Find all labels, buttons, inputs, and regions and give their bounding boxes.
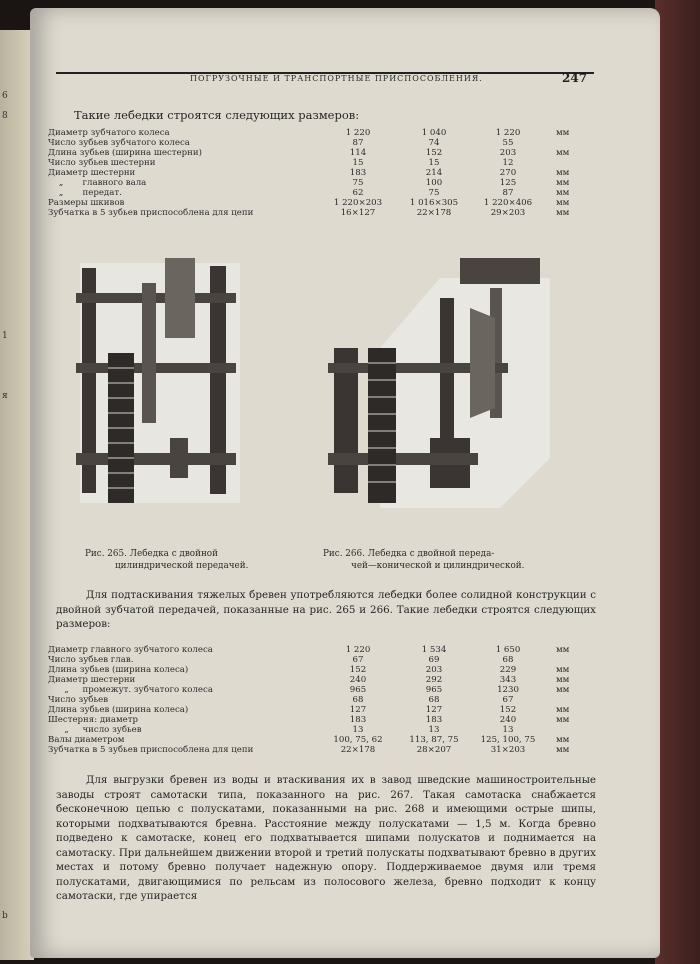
row-label: „ главного вала xyxy=(48,178,147,188)
cell: 16×127 xyxy=(340,208,376,218)
unit: мм xyxy=(556,675,570,685)
cell: 67 xyxy=(352,655,364,665)
cell: 67 xyxy=(502,695,514,705)
caption-line: чей—конической и цилиндрической. xyxy=(351,561,525,571)
cell: 68 xyxy=(502,655,514,665)
cell: 1 650 xyxy=(495,645,521,655)
paragraph-1: Для подтаскивания тяжелых бревен употребляются лебедки более солидной конструкции с двойной зубчатой передачей, показанные на рис. 265 и 266. Такие лебедки строятся следующих размеров: xyxy=(56,589,596,630)
cell: 343 xyxy=(499,675,517,685)
cell: 152 xyxy=(499,705,517,715)
running-head: ПОГРУЗОЧНЫЕ И ТРАНСПОРТНЫЕ ПРИСПОСОБЛЕНИЯ. xyxy=(190,74,483,83)
unit: мм xyxy=(556,645,570,655)
winch-figure-266 xyxy=(320,258,550,508)
cell: 183 xyxy=(349,168,367,178)
row-label: Шестерня: диаметр xyxy=(48,715,138,725)
table-row xyxy=(48,695,588,705)
row-label: Длина зубьев (ширина шестерни) xyxy=(48,148,202,158)
margin-fragment: я xyxy=(2,391,8,401)
table-row xyxy=(48,158,588,168)
cell: 270 xyxy=(499,168,517,178)
previous-page-edge xyxy=(0,30,34,960)
cell: 1 534 xyxy=(421,645,447,655)
cell: 114 xyxy=(349,148,367,158)
row-label: Число зубьев шестерни xyxy=(48,158,156,168)
cell: 1 220×203 xyxy=(333,198,383,208)
table-row xyxy=(48,138,588,148)
unit: мм xyxy=(556,715,570,725)
table-row xyxy=(48,665,588,675)
unit: мм xyxy=(556,208,570,218)
cell: 229 xyxy=(499,665,517,675)
row-label: „ число зубьев xyxy=(48,725,142,735)
cell: 152 xyxy=(425,148,443,158)
table-row xyxy=(48,168,588,178)
unit: мм xyxy=(556,685,570,695)
unit: мм xyxy=(556,705,570,715)
cell: 13 xyxy=(502,725,514,735)
cell: 87 xyxy=(352,138,364,148)
cell: 100, 75, 62 xyxy=(333,735,383,745)
book-cover-edge xyxy=(655,0,700,964)
winch-figure-265 xyxy=(70,258,250,508)
cell: 55 xyxy=(502,138,514,148)
cell: 15 xyxy=(428,158,440,168)
table-row xyxy=(48,655,588,665)
unit: мм xyxy=(556,745,570,755)
row-label: Размеры шкивов xyxy=(48,198,125,208)
table-row xyxy=(48,685,588,695)
unit: мм xyxy=(556,168,570,178)
cell: 203 xyxy=(499,148,517,158)
cell: 113, 87, 75 xyxy=(409,735,459,745)
row-label: Диаметр шестерни xyxy=(48,675,136,685)
caption-line: Рис. 265. Лебедка с двойной xyxy=(85,549,218,559)
unit: мм xyxy=(556,178,570,188)
margin-fragment: 1 xyxy=(2,331,8,341)
cell: 127 xyxy=(349,705,367,715)
row-label: Диаметр главного зубчатого колеса xyxy=(48,645,213,655)
winch-size-table-1 xyxy=(48,128,588,218)
table-row xyxy=(48,745,588,755)
cell: 152 xyxy=(349,665,367,675)
cell: 68 xyxy=(352,695,364,705)
cell: 29×203 xyxy=(490,208,526,218)
row-label: „ передат. xyxy=(48,188,122,198)
row-label: Число зубьев глав. xyxy=(48,655,134,665)
row-label: Длина зубьев (ширина колеса) xyxy=(48,705,189,715)
cell: 74 xyxy=(428,138,440,148)
cell: 87 xyxy=(502,188,514,198)
row-label: Длина зубьев (ширина колеса) xyxy=(48,665,189,675)
cell: 203 xyxy=(425,665,443,675)
table-row xyxy=(48,725,588,735)
cell: 22×178 xyxy=(340,745,376,755)
row-label: Число зубьев зубчатого колеса xyxy=(48,138,190,148)
margin-fragment: 6 xyxy=(2,91,8,101)
cell: 13 xyxy=(352,725,364,735)
book-page xyxy=(30,8,660,958)
cell: 69 xyxy=(428,655,440,665)
row-label: Валы диаметром xyxy=(48,735,125,745)
cell: 75 xyxy=(428,188,440,198)
table-row xyxy=(48,148,588,158)
cell: 15 xyxy=(352,158,364,168)
paragraph-2: Для выгрузки бревен из воды и втаскивания их в завод шведские машиностроительные заводы строят самотаски типа, показанного на рис. 267. Такая самотаска снабжается бесконечною цепью с полускатами, показанными на рис. 268 и имеющими острые шипы, которыми подхватываются бревна. Расстояние между полускатами — 1,5 м. Когда бревно подведено к самотаске, конец его подхватывается шипами полускатов и поднимается на самотаску. При дальнейшем движении второй и третий полускаты подхватывают бревно в других местах и потому бревно получает надежную опору. Поддерживаемое двумя или тремя полускатами, двигающимися по рельсам из полосового железа, бревно подходит к концу самотаски, где упирается xyxy=(56,774,596,902)
row-label: „ промежут. зубчатого колеса xyxy=(48,685,213,695)
row-label: Зубчатка в 5 зубьев приспособлена для цепи xyxy=(48,745,254,755)
unit: мм xyxy=(556,665,570,675)
cell: 240 xyxy=(349,675,367,685)
cell: 965 xyxy=(349,685,367,695)
page-number: 247 xyxy=(562,71,588,85)
table-row xyxy=(48,208,588,218)
cell: 183 xyxy=(425,715,443,725)
winch-size-table-2 xyxy=(48,645,588,755)
cell: 1 220 xyxy=(345,128,371,138)
cell: 1 016×305 xyxy=(409,198,459,208)
cell: 62 xyxy=(352,188,364,198)
table-row xyxy=(48,198,588,208)
unit: мм xyxy=(556,198,570,208)
cell: 292 xyxy=(425,675,443,685)
caption-line: цилиндрической передачей. xyxy=(115,561,249,571)
table-row xyxy=(48,705,588,715)
figure-266-caption xyxy=(323,548,524,572)
table-row xyxy=(48,188,588,198)
cell: 125 xyxy=(499,178,517,188)
cell: 13 xyxy=(428,725,440,735)
cell: 965 xyxy=(425,685,443,695)
table-row xyxy=(48,128,588,138)
cell: 214 xyxy=(425,168,443,178)
caption-line: Рис. 266. Лебедка с двойной переда- xyxy=(323,549,495,559)
row-label: Зубчатка в 5 зубьев приспособлена для цепи xyxy=(48,208,254,218)
unit: мм xyxy=(556,735,570,745)
cell: 1 220 xyxy=(345,645,371,655)
cell: 68 xyxy=(428,695,440,705)
unit: мм xyxy=(556,148,570,158)
unit: мм xyxy=(556,188,570,198)
table-row xyxy=(48,645,588,655)
cell: 28×207 xyxy=(416,745,452,755)
cell: 240 xyxy=(499,715,517,725)
cell: 1 040 xyxy=(421,128,447,138)
unit: мм xyxy=(556,128,570,138)
cell: 100 xyxy=(425,178,443,188)
table-row xyxy=(48,675,588,685)
cell: 125, 100, 75 xyxy=(480,735,536,745)
table-row xyxy=(48,178,588,188)
margin-fragment: b xyxy=(2,911,8,921)
row-label: Диаметр зубчатого колеса xyxy=(48,128,170,138)
cell: 31×203 xyxy=(490,745,526,755)
cell: 1230 xyxy=(497,685,519,695)
figure-265-caption xyxy=(85,548,248,572)
row-label: Число зубьев xyxy=(48,695,109,705)
cell: 183 xyxy=(349,715,367,725)
cell: 1 220 xyxy=(495,128,521,138)
margin-fragment: 8 xyxy=(2,111,8,121)
cell: 75 xyxy=(352,178,364,188)
cell: 127 xyxy=(425,705,443,715)
table-row xyxy=(48,735,588,745)
table1-intro: Такие лебедки строятся следующих размеров: xyxy=(74,108,360,122)
cell: 22×178 xyxy=(416,208,452,218)
cell: 12 xyxy=(502,158,514,168)
cell: 1 220×406 xyxy=(483,198,533,208)
row-label: Диаметр шестерни xyxy=(48,168,136,178)
table-row xyxy=(48,715,588,725)
